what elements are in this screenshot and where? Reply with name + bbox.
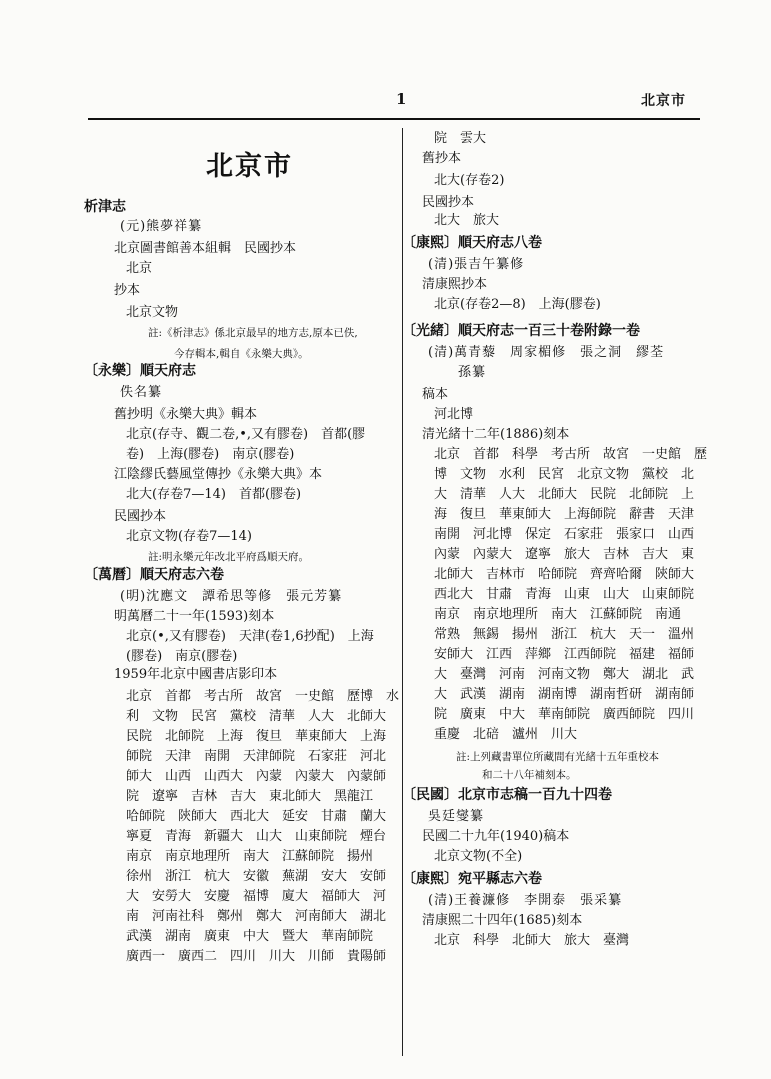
line-note: 註:上列藏書單位所藏間有光緒十五年重校本 <box>456 751 660 763</box>
line-holdings: 北大(存卷2) <box>434 173 505 188</box>
line-holdings: 徐州 浙江 杭大 安徽 蕪湖 安大 安師 <box>126 869 387 884</box>
page-number: 1 <box>396 90 407 108</box>
line-edition: 江陰繆氏藝風堂傳抄《永樂大典》本 <box>114 467 323 482</box>
line-author: 佚名纂 <box>120 385 163 400</box>
line-edition: 抄本 <box>114 283 141 298</box>
line-holdings: 北京文物(不全) <box>434 849 523 864</box>
line-edition: 民國二十九年(1940)稿本 <box>422 829 570 844</box>
line-holdings: 河北博 <box>434 407 474 422</box>
line-holdings: 北京(存卷2—8) 上海(膠卷) <box>434 297 601 312</box>
line-holdings: 北京文物 <box>126 305 179 320</box>
line-holdings: 重慶 北碚 瀘州 川大 <box>434 727 578 742</box>
line-note: 註:《析津志》係北京最早的地方志,原本已佚, <box>148 327 358 339</box>
line-edition: 明萬曆二十一年(1593)刻本 <box>114 609 275 624</box>
line-holdings: 北京 首都 考古所 故宮 一史館 歷博 水 <box>126 689 400 704</box>
line-author: (清)萬青藜 周家楣修 張之洞 繆荃 <box>428 345 665 360</box>
header-rule <box>88 118 700 120</box>
line-holdings: 南京 南京地理所 南大 江蘇師院 南通 <box>434 607 682 622</box>
line-holdings: 南京 南京地理所 南大 江蘇師院 揚州 <box>126 849 374 864</box>
line-edition: 舊抄本 <box>422 151 462 166</box>
line-holdings: 大 安勞大 安慶 福博 廈大 福師大 河 <box>126 889 387 904</box>
line-holdings: 內蒙 內蒙大 遼寧 旅大 吉林 吉大 東 <box>434 547 695 562</box>
column-divider <box>402 128 403 1056</box>
line-holdings: 安師大 江西 萍鄉 江西師院 福建 福師 <box>434 647 695 662</box>
line-edition: 清康熙二十四年(1685)刻本 <box>422 913 583 928</box>
line-holdings: 北京文物(存卷7—14) <box>126 529 252 544</box>
line-edition: 民國抄本 <box>114 509 167 524</box>
line-holdings: 大 臺灣 河南 河南文物 鄭大 湖北 武 <box>434 667 695 682</box>
gazetteer-title: 〔萬曆〕順天府志六卷 <box>84 567 224 583</box>
line-holdings: 師院 天津 南開 天津師院 石家莊 河北 <box>126 749 387 764</box>
line-holdings: 博 文物 水利 民宮 北京文物 黨校 北 <box>434 467 695 482</box>
line-holdings: 北師大 吉林市 哈師院 齊齊哈爾 陝師大 <box>434 567 695 582</box>
gazetteer-title: 〔康熙〕宛平縣志六卷 <box>402 871 542 887</box>
line-holdings: 武漢 湖南 廣東 中大 暨大 華南師院 <box>126 929 374 944</box>
line-note: 和二十八年補刻本。 <box>482 769 577 781</box>
gazetteer-title: 析津志 <box>84 199 126 215</box>
line-holdings: 北京(•,又有膠卷) 天津(卷1,6抄配) 上海 <box>126 629 374 644</box>
page-header <box>0 0 771 120</box>
line-holdings: (膠卷) 南京(膠卷) <box>126 649 238 664</box>
line-holdings: 院 雲大 <box>434 131 487 146</box>
line-holdings: 北京(存寺、觀二卷,•,又有膠卷) 首都(膠 <box>126 427 366 442</box>
line-holdings: 師大 山西 山西大 內蒙 內蒙大 內蒙師 <box>126 769 387 784</box>
line-holdings: 利 文物 民宮 黨校 清華 人大 北師大 <box>126 709 387 724</box>
gazetteer-title: 〔康熙〕順天府志八卷 <box>402 235 542 251</box>
line-edition: 民國抄本 <box>422 195 475 210</box>
line-edition: 1959年北京中國書店影印本 <box>114 667 278 682</box>
line-edition: 稿本 <box>422 387 449 402</box>
line-holdings: 院 遼寧 吉林 吉大 東北師大 黑龍江 <box>126 789 374 804</box>
line-edition: 清康熙抄本 <box>422 277 488 292</box>
running-head-title: 北京市 <box>641 93 686 109</box>
line-edition: 舊抄明《永樂大典》輯本 <box>114 407 258 422</box>
line-author: (清)張吉午纂修 <box>428 257 525 272</box>
line-holdings: 民院 北師院 上海 復旦 華東師大 上海 <box>126 729 387 744</box>
line-holdings: 大 清華 人大 北師大 民院 北師院 上 <box>434 487 695 502</box>
line-holdings: 大 武漢 湖南 湖南博 湖南哲研 湖南師 <box>434 687 695 702</box>
line-holdings: 北京 首都 科學 考古所 故宮 一史館 歷 <box>434 447 708 462</box>
line-author: 吳廷燮纂 <box>428 809 485 824</box>
line-note: 註:明永樂元年改北平府爲順天府。 <box>148 551 310 563</box>
gazetteer-title: 〔永樂〕順天府志 <box>84 363 196 379</box>
line-holdings: 南 河南社科 鄭州 鄭大 河南師大 湖北 <box>126 909 387 924</box>
line-author: (元)熊夢祥纂 <box>120 219 203 234</box>
line-holdings: 常熟 無錫 揚州 浙江 杭大 天一 溫州 <box>434 627 695 642</box>
line-holdings: 院 廣東 中大 華南師院 廣西師院 四川 <box>434 707 695 722</box>
line-note: 今存輯本,輯自《永樂大典》。 <box>174 348 309 360</box>
line-holdings: 海 復旦 華東師大 上海師院 辭書 天津 <box>434 507 695 522</box>
line-holdings: 廣西一 廣西二 四川 川大 川師 貴陽師 <box>126 949 387 964</box>
gazetteer-title: 〔光緒〕順天府志一百三十卷附錄一卷 <box>402 323 640 339</box>
line-holdings: 南開 河北博 保定 石家莊 張家口 山西 <box>434 527 695 542</box>
line-author: 孫纂 <box>458 365 487 380</box>
line-holdings: 西北大 甘肅 青海 山東 山大 山東師院 <box>434 587 695 602</box>
line-holdings: 北京 科學 北師大 旅大 臺灣 <box>434 933 630 948</box>
line-holdings: 北大 旅大 <box>434 213 500 228</box>
line-holdings: 北京 <box>126 261 153 276</box>
gazetteer-title: 〔民國〕北京市志稿一百九十四卷 <box>402 787 612 803</box>
page-title: 北京市 <box>206 151 293 182</box>
line-author: (明)沈應文 譚希思等修 張元芳纂 <box>120 589 343 604</box>
line-edition: 清光緒十二年(1886)刻本 <box>422 427 570 442</box>
line-edition: 北京圖書館善本組輯 民國抄本 <box>114 241 297 256</box>
line-holdings: 北大(存卷7—14) 首都(膠卷) <box>126 487 302 502</box>
line-holdings: 哈師院 陝師大 西北大 延安 甘肅 蘭大 <box>126 809 387 824</box>
line-holdings: 卷) 上海(膠卷) 南京(膠卷) <box>126 447 295 462</box>
line-author: (清)王養濂修 李開泰 張采纂 <box>428 893 623 908</box>
line-holdings: 寧夏 青海 新疆大 山大 山東師院 煙台 <box>126 829 387 844</box>
